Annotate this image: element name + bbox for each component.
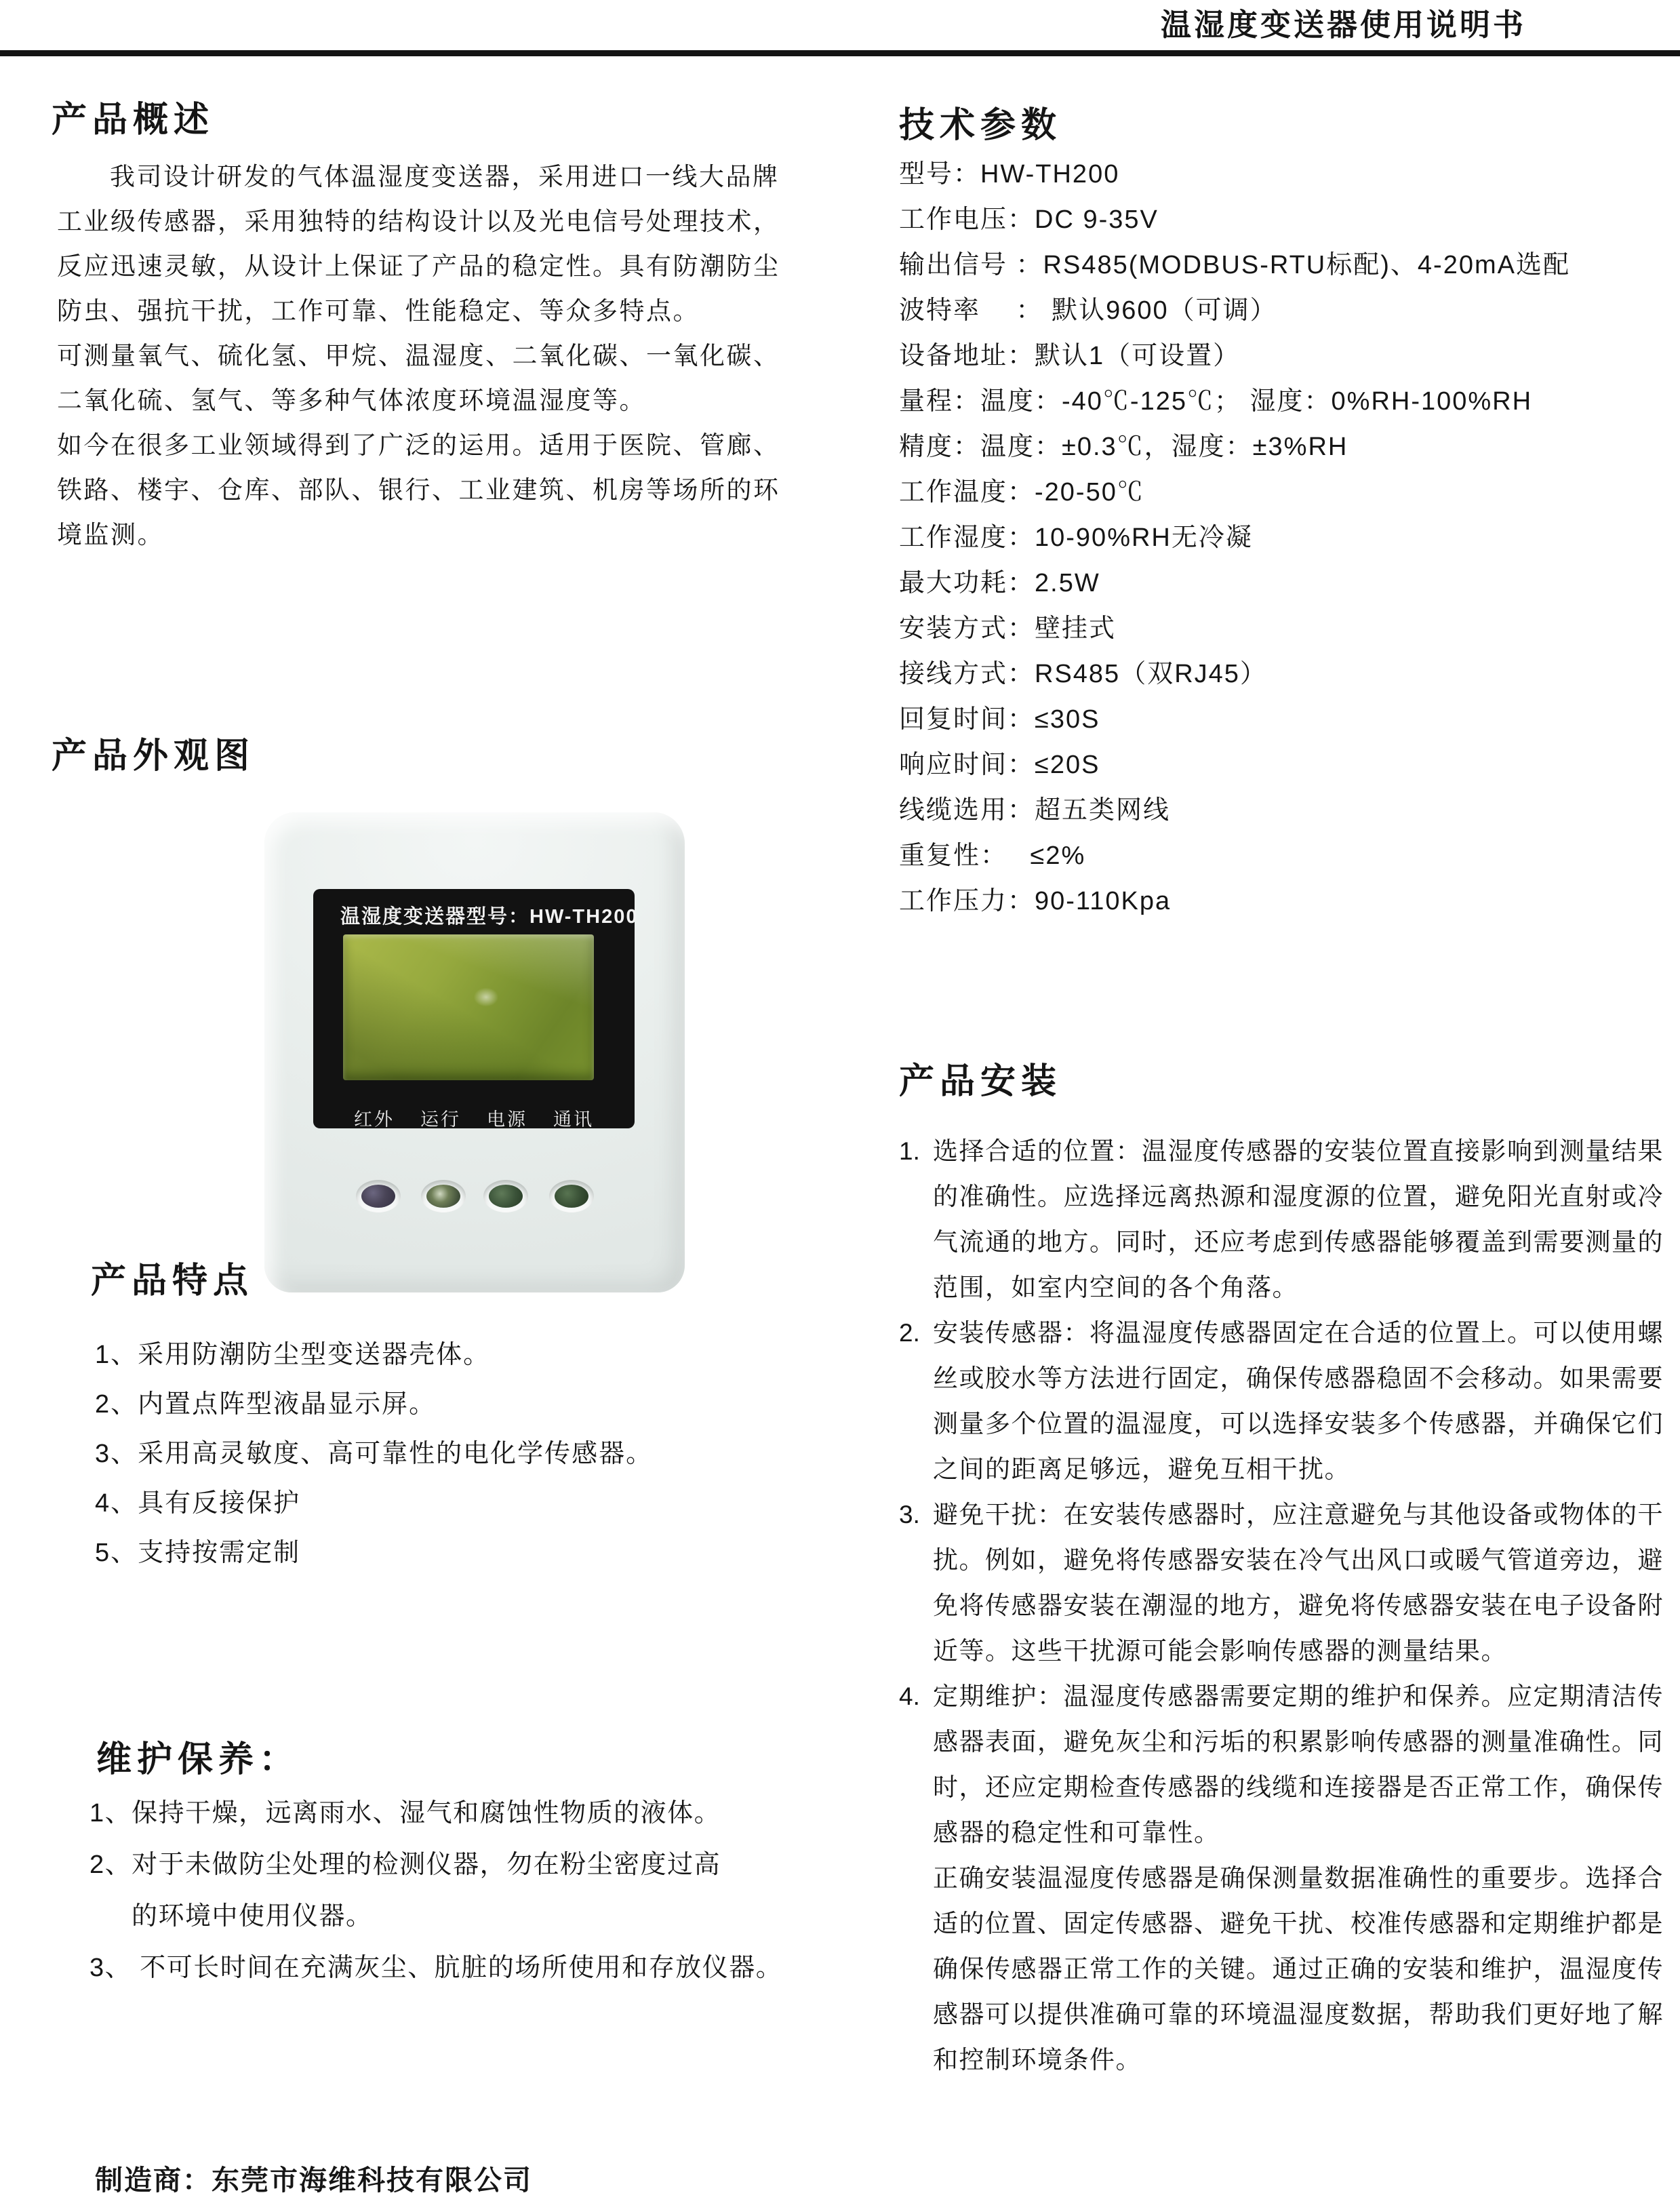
device-panel-title: 温湿度变送器 <box>340 906 467 928</box>
maintenance-item: 2、对于未做防尘处理的检测仪器，勿在粉尘密度过高 <box>89 1851 721 1879</box>
list-marker: 2. <box>899 1319 920 1347</box>
overview-line: 防虫、强抗干扰，工作可靠、性能稳定、等众多特点。 <box>57 297 700 325</box>
list-marker: 1. <box>899 1137 920 1165</box>
infrared-led-indicator <box>356 1180 401 1212</box>
install-line: 感器的稳定性和可靠性。 <box>933 1819 1220 1846</box>
overview-line: 铁路、楼宇、仓库、部队、银行、工业建筑、机房等场所的环 <box>57 476 780 504</box>
spec-device-address: 设备地址：默认1（可设置） <box>899 342 1241 370</box>
maintenance-item: 1、保持干燥，远离雨水、湿气和腐蚀性物质的液体。 <box>89 1799 721 1828</box>
specs-list <box>899 152 1570 924</box>
device-photo <box>264 812 685 1292</box>
spec-recovery-time: 回复时间：≤30S <box>899 705 1100 734</box>
install-line: 气流通的地方。同时，还应考虑到传感器能够覆盖到需要测量的 <box>933 1228 1664 1256</box>
manufacturer-line: 制造商：东莞市海维科技有限公司 <box>95 2165 532 2193</box>
install-step-4 <box>899 1674 1664 1855</box>
section-heading-overview: 产品概述 <box>52 100 215 140</box>
section-heading-maintenance: 维护保养： <box>96 1740 300 1779</box>
overview-line: 境监测。 <box>57 521 164 549</box>
install-closing-text <box>933 1855 1664 2082</box>
overview-line: 二氧化硫、氢气、等多种气体浓度环境温湿度等。 <box>57 387 646 414</box>
overview-paragraph <box>57 155 780 557</box>
spec-range: 量程：温度：-40℃-125℃； 湿度：0%RH-100%RH <box>899 387 1533 416</box>
power-led-indicator <box>483 1180 528 1212</box>
maintenance-item: 3、 不可长时间在充满灰尘、肮脏的场所使用和存放仪器。 <box>89 1954 783 1982</box>
spec-response-time: 响应时间：≤20S <box>899 751 1100 779</box>
install-line: 丝或胶水等方法进行固定，确保传感器稳固不会移动。如果需要 <box>933 1364 1664 1392</box>
install-line: 时，还应定期检查传感器的线缆和连接器是否正常工作，确保传 <box>933 1773 1664 1801</box>
install-step-1 <box>899 1128 1664 1310</box>
overview-line: 我司设计研发的气体温湿度变送器，采用进口一线大品牌 <box>110 163 780 191</box>
install-line: 确保传感器正常工作的关键。通过正确的安装和维护，温湿度传 <box>933 1955 1664 1983</box>
spec-wiring: 接线方式：RS485（双RJ45） <box>899 660 1267 688</box>
features-list <box>95 1330 653 1578</box>
device-panel-header <box>313 901 639 929</box>
install-step-3 <box>899 1492 1664 1674</box>
install-line: 近等。这些干扰源可能会影响传感器的测量结果。 <box>933 1637 1507 1665</box>
spec-max-power: 最大功耗：2.5W <box>899 569 1100 597</box>
install-line: 适的位置、固定传感器、避免干扰、校准传感器和定期维护都是 <box>933 1910 1664 1937</box>
install-line: 感器可以提供准确可靠的环境温湿度数据，帮助我们更好地了解 <box>933 2000 1664 2028</box>
device-lcd-screen <box>343 934 594 1080</box>
maintenance-item-continuation: 的环境中使用仪器。 <box>132 1902 373 1931</box>
device-led-labels <box>313 1105 635 1131</box>
install-closing-paragraph <box>933 1855 1664 2082</box>
spec-mounting: 安装方式：壁挂式 <box>899 614 1117 643</box>
overview-line: 工业级传感器，采用独特的结构设计以及光电信号处理技术， <box>57 208 780 235</box>
install-step-text <box>933 1128 1664 1310</box>
spec-cable: 线缆选用：超五类网线 <box>899 796 1171 825</box>
section-heading-install: 产品安装 <box>899 1062 1062 1101</box>
spec-output-signal: 输出信号 ：RS485(MODBUS-RTU标配)、4-20mA选配 <box>899 251 1570 279</box>
install-step-text <box>933 1310 1664 1492</box>
install-line: 扰。例如，避免将传感器安装在冷气出风口或暖气管道旁边，避 <box>933 1546 1664 1574</box>
maintenance-list <box>89 1787 782 1994</box>
running-led-indicator <box>421 1180 466 1212</box>
install-line: 避免干扰：在安装传感器时，应注意避免与其他设备或物体的干 <box>933 1501 1664 1528</box>
feature-item: 2、内置点阵型液晶显示屏。 <box>95 1390 437 1419</box>
led-lens <box>489 1185 523 1208</box>
led-lens <box>555 1185 588 1208</box>
spec-working-pressure: 工作压力：90-110Kpa <box>899 887 1172 915</box>
install-line: 免将传感器安装在潮湿的地方，避免将传感器安装在电子设备附 <box>933 1592 1664 1619</box>
install-line: 之间的距离足够远，避免互相干扰。 <box>933 1455 1351 1483</box>
install-line: 测量多个位置的温湿度，可以选择安装多个传感器，并确保它们 <box>933 1410 1664 1438</box>
install-step-2 <box>899 1310 1664 1492</box>
feature-item: 4、具有反接保护 <box>95 1489 301 1518</box>
install-line: 正确安装温湿度传感器是确保测量数据准确性的重要步。选择合 <box>933 1864 1664 1892</box>
led-label-comm: 通讯 <box>553 1109 594 1130</box>
overview-line: 反应迅速灵敏，从设计上保证了产品的稳定性。具有防潮防尘 <box>57 252 780 280</box>
spec-baud-rate: 波特率 ： 默认9600（可调） <box>899 296 1277 325</box>
install-line: 感器表面，避免灰尘和污垢的积累影响传感器的测量准确性。同 <box>933 1728 1664 1756</box>
feature-item: 3、采用高灵敏度、高可靠性的电化学传感器。 <box>95 1440 654 1468</box>
install-step-text <box>933 1492 1664 1674</box>
section-heading-specs: 技术参数 <box>899 106 1062 145</box>
section-heading-features: 产品特点 <box>91 1261 254 1301</box>
device-front-panel <box>313 889 639 1130</box>
led-lens <box>361 1185 395 1208</box>
feature-item: 5、支持按需定制 <box>95 1539 301 1567</box>
install-line: 的准确性。应选择远离热源和湿度源的位置，避免阳光直射或冷 <box>933 1183 1664 1210</box>
spec-voltage: 工作电压：DC 9-35V <box>899 205 1159 234</box>
comm-led-indicator <box>549 1180 594 1212</box>
spec-model: 型号：HW-TH200 <box>899 160 1120 189</box>
spec-repeatability: 重复性： ≤2% <box>899 842 1086 870</box>
section-heading-appearance: 产品外观图 <box>52 736 256 776</box>
document-title: 温湿度变送器使用说明书 <box>1161 7 1527 42</box>
install-line: 安装传感器：将温湿度传感器固定在合适的位置上。可以使用螺 <box>933 1319 1664 1347</box>
device-panel-model: 型号：HW-TH200 <box>466 906 639 928</box>
led-label-infrared: 红外 <box>354 1109 395 1130</box>
install-step-text <box>933 1674 1664 1855</box>
spec-working-temperature: 工作温度：-20-50℃ <box>899 478 1144 507</box>
install-line: 和控制环境条件。 <box>933 2046 1142 2074</box>
led-label-running: 运行 <box>420 1109 461 1130</box>
led-lens <box>426 1185 460 1208</box>
led-label-power: 电源 <box>487 1109 527 1130</box>
list-marker: 3. <box>899 1501 920 1528</box>
install-line: 定期维护：温湿度传感器需要定期的维护和保养。应定期清洁传 <box>933 1682 1664 1710</box>
spec-accuracy: 精度：温度：±0.3℃，湿度：±3%RH <box>899 433 1348 461</box>
overview-line: 可测量氧气、硫化氢、甲烷、温湿度、二氧化碳、一氧化碳、 <box>57 342 780 370</box>
install-line: 选择合适的位置：温湿度传感器的安装位置直接影响到测量结果 <box>933 1137 1664 1165</box>
feature-item: 1、采用防潮防尘型变送器壳体。 <box>95 1341 491 1369</box>
overview-line: 如今在很多工业领域得到了广泛的运用。适用于医院、管廊、 <box>57 431 780 459</box>
install-line: 范围，如室内空间的各个角落。 <box>933 1273 1298 1301</box>
list-marker: 4. <box>899 1682 920 1710</box>
spec-working-humidity: 工作湿度：10-90%RH无冷凝 <box>899 523 1253 552</box>
header-divider <box>0 50 1680 56</box>
